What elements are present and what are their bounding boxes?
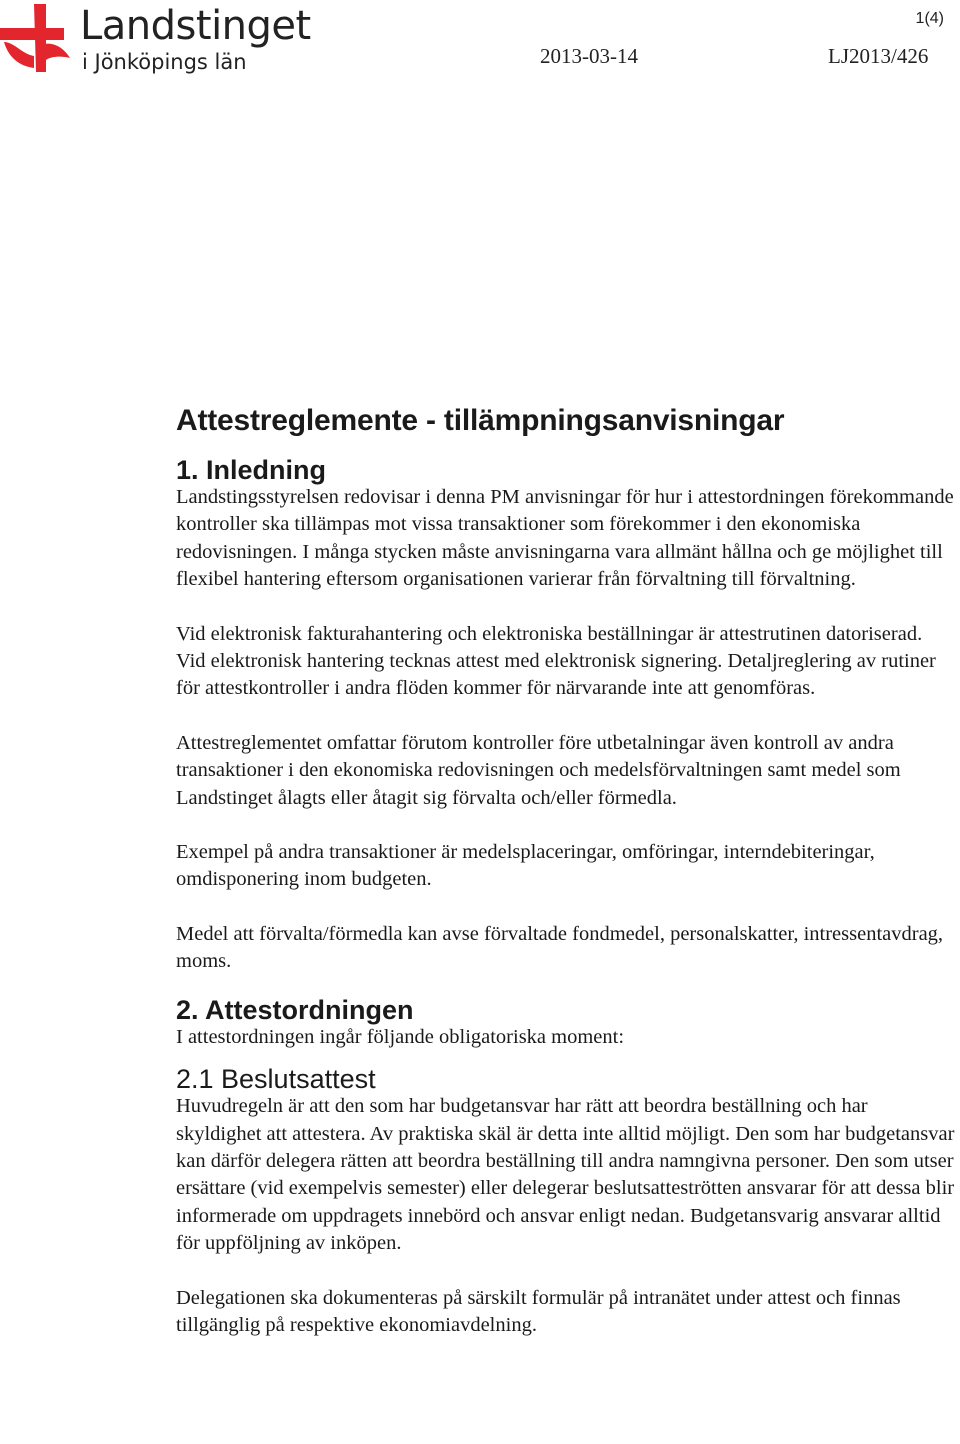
paragraph: Medel att förvalta/förmedla kan avse förvaltade fondmedel, personalskatter, intressentavdrag, moms.	[176, 922, 944, 973]
logo-wordmark: Landstinget	[80, 3, 311, 49]
paragraph: Vid elektronisk fakturahantering och elektroniska beställningar är attestrutinen datoriserad. Vid elektronisk hantering tecknas attest med elektronisk signering. Detaljreglering av rutiner för attestkontroller i andra flöden kommer för närvarande inte att genomföras.	[176, 622, 936, 700]
paragraph: I attestordningen ingår följande obligatoriska moment:	[176, 1025, 625, 1048]
document-date: 2013-03-14	[540, 44, 638, 68]
paragraph: Delegationen ska dokumenteras på särskilt formulär på intranätet under attest och finnas tillgänglig på respektive ekonomiavdelning.	[176, 1286, 901, 1336]
paragraph: Attestreglementet omfattar förutom kontroller före utbetalningar även kontroll av andra transaktioner i den ekonomiska redovisningen och medelsförvaltningen samt medel som Landstinget ålagts eller åtagit sig förvalta och/eller förmedla.	[176, 731, 901, 809]
paragraph: Landstingsstyrelsen redovisar i denna PM anvisningar för hur i attestordningen förekommande kontroller ska tillämpas mot vissa transaktioner som förekommer i den ekonomiska redovisningen. I många stycken måste anvisningarna vara allmänt hållna och ge möjlighet till flexibel hantering eftersom organisationen varierar från förvaltning till förvaltning.	[176, 486, 954, 591]
paragraph: Huvudregeln är att den som har budgetansvar har rätt att beordra beställning och har skyldighet att attestera. Av praktiska skäl är detta inte alltid möjligt. Den som har budgetansvar kan därför delegera rätten att beordra beställning till andra namngivna personer. Den som utser ersättare (vid exempelvis semester) eller delegerar beslutsatteströtten ansvarar för att dessa blir informerade om uppdragets innebörd och ansvar enligt nedan. Budgetansvarig ansvarar alltid för uppföljning av inköpen.	[176, 1095, 955, 1255]
document-body	[176, 400, 956, 1366]
landstinget-cross-logo-icon	[0, 2, 78, 72]
page-number: 1(4)	[915, 10, 944, 27]
logo-subtitle: i Jönköpings län	[82, 50, 247, 74]
document-reference: LJ2013/426	[828, 44, 929, 68]
paragraph: Exempel på andra transaktioner är medelsplaceringar, omföringar, interndebiteringar, omdisponering inom budgeten.	[176, 841, 875, 891]
landstinget-logo	[0, 0, 320, 80]
section-heading-attestordningen: 2. Attestordningen	[176, 994, 414, 1025]
document-title: Attestreglemente - tillämpningsanvisningar	[176, 404, 785, 437]
subsection-heading-beslutsattest: 2.1 Beslutsattest	[176, 1064, 376, 1095]
section-heading-inledning: 1. Inledning	[176, 455, 327, 485]
